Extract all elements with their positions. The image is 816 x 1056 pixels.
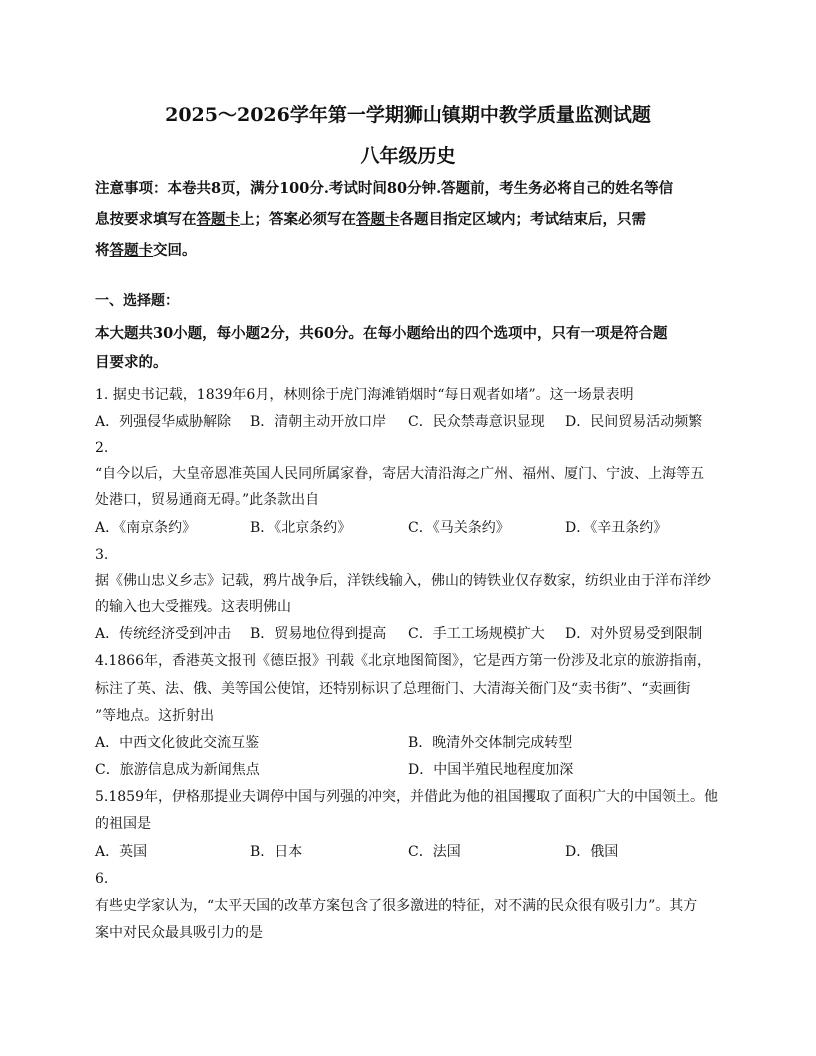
- question-3-number: 3.: [95, 547, 109, 563]
- notice-text: 息按要求填写在: [95, 211, 197, 228]
- question-1-stem: 1. 据史书记载，1839年6月，林则徐于虎门海滩销烟时“每日观者如堵”。这一场景表明: [95, 387, 634, 403]
- q2-option-d: D．《辛丑条约》: [565, 520, 668, 536]
- q3-option-a: A．传统经济受到冲击: [95, 626, 232, 642]
- answer-card-term: 答题卡: [196, 211, 240, 228]
- notice-text: 上；答案必须写在: [240, 211, 356, 228]
- q4-option-d: D．中国半殖民地程度加深: [408, 762, 574, 778]
- notice-line-2: [95, 211, 725, 229]
- q1-option-d: D．民间贸易活动频繁: [565, 414, 703, 430]
- question-5-stem: 5.1859年，伊格那提业夫调停中国与列强的冲突，并借此为他的祖国攫取了面积广大的中国领土。他: [95, 789, 718, 805]
- q2-option-b: B．《北京条约》: [250, 520, 352, 536]
- section-heading: 一、选择题：: [95, 293, 179, 309]
- question-2-stem: “自今以后，大皇帝恩准英国人民同所属家眷，寄居大清沿海之广州、福州、厦门、宁波、上海等五: [95, 466, 705, 482]
- section-intro-2: 目要求的。: [95, 354, 168, 371]
- question-6-stem: 有些史学家认为，“太平天国的改革方案包含了很多激进的特征，对不满的民众很有吸引力”。其方: [95, 898, 698, 914]
- question-6-number: 6.: [95, 871, 109, 887]
- question-4-stem: 4.1866年，香港英文报刊《德臣报》刊载《北京地图简图》，它是西方第一份涉及北京的旅游指南，: [95, 653, 711, 669]
- q1-option-c: C．民众禁毒意识显现: [408, 414, 545, 430]
- notice-line-3: [95, 242, 725, 260]
- question-5-stem: 的祖国是: [95, 816, 151, 832]
- answer-card-term: 答题卡: [356, 211, 400, 228]
- q1-option-a: A．列强侵华威胁解除: [95, 414, 232, 430]
- notice-text: 各题目指定区域内；考试结束后，只需: [399, 211, 646, 228]
- q4-option-a: A．中西文化彼此交流互鉴: [95, 735, 260, 751]
- exam-subtitle: 八年级历史: [360, 145, 456, 167]
- q5-option-b: B．日本: [250, 844, 303, 860]
- question-2-stem: 处港口，贸易通商无碍。”此条款出自: [95, 492, 320, 508]
- q4-option-c: C．旅游信息成为新闻焦点: [95, 762, 260, 778]
- q5-option-c: C．法国: [408, 844, 461, 860]
- question-3-stem: 的输入也大受摧残。这表明佛山: [95, 599, 291, 615]
- q3-option-c: C．手工工场规模扩大: [408, 626, 545, 642]
- notice-line-1: 注意事项：本卷共8页，满分100分.考试时间80分钟.答题前，考生务必将自己的姓名等信: [95, 180, 674, 197]
- notice-text: 交回。: [153, 242, 197, 259]
- question-4-stem: 标注了英、法、俄、美等国公使馆，还特别标识了总理衙门、大清海关衙门及“卖书街”、“卖画街: [95, 681, 691, 697]
- q3-option-d: D．对外贸易受到限制: [565, 626, 703, 642]
- q2-option-a: A．《南京条约》: [95, 520, 197, 536]
- question-6-stem: 案中对民众最具吸引力的是: [95, 925, 263, 941]
- question-2-number: 2.: [95, 440, 109, 456]
- notice-text: 将: [95, 242, 110, 259]
- q4-option-b: B．晚清外交体制完成转型: [408, 735, 573, 751]
- section-intro-1: 本大题共30小题，每小题2分，共60分。在每小题给出的四个选项中，只有一项是符合题: [95, 325, 668, 342]
- question-4-stem: ”等地点。这折射出: [95, 708, 215, 724]
- q1-option-b: B．清朝主动开放口岸: [250, 414, 387, 430]
- answer-card-term: 答题卡: [109, 242, 153, 259]
- question-3-stem: 据《佛山忠义乡志》记载，鸦片战争后，洋铁线输入，佛山的铸铁业仅存数家，纺织业由于洋布洋纱: [95, 573, 711, 589]
- q5-option-a: A．英国: [95, 844, 148, 860]
- q2-option-c: C．《马关条约》: [408, 520, 510, 536]
- q5-option-d: D．俄国: [565, 844, 619, 860]
- q3-option-b: B．贸易地位得到提高: [250, 626, 387, 642]
- exam-title: 2025～2026学年第一学期狮山镇期中教学质量监测试题: [165, 104, 651, 126]
